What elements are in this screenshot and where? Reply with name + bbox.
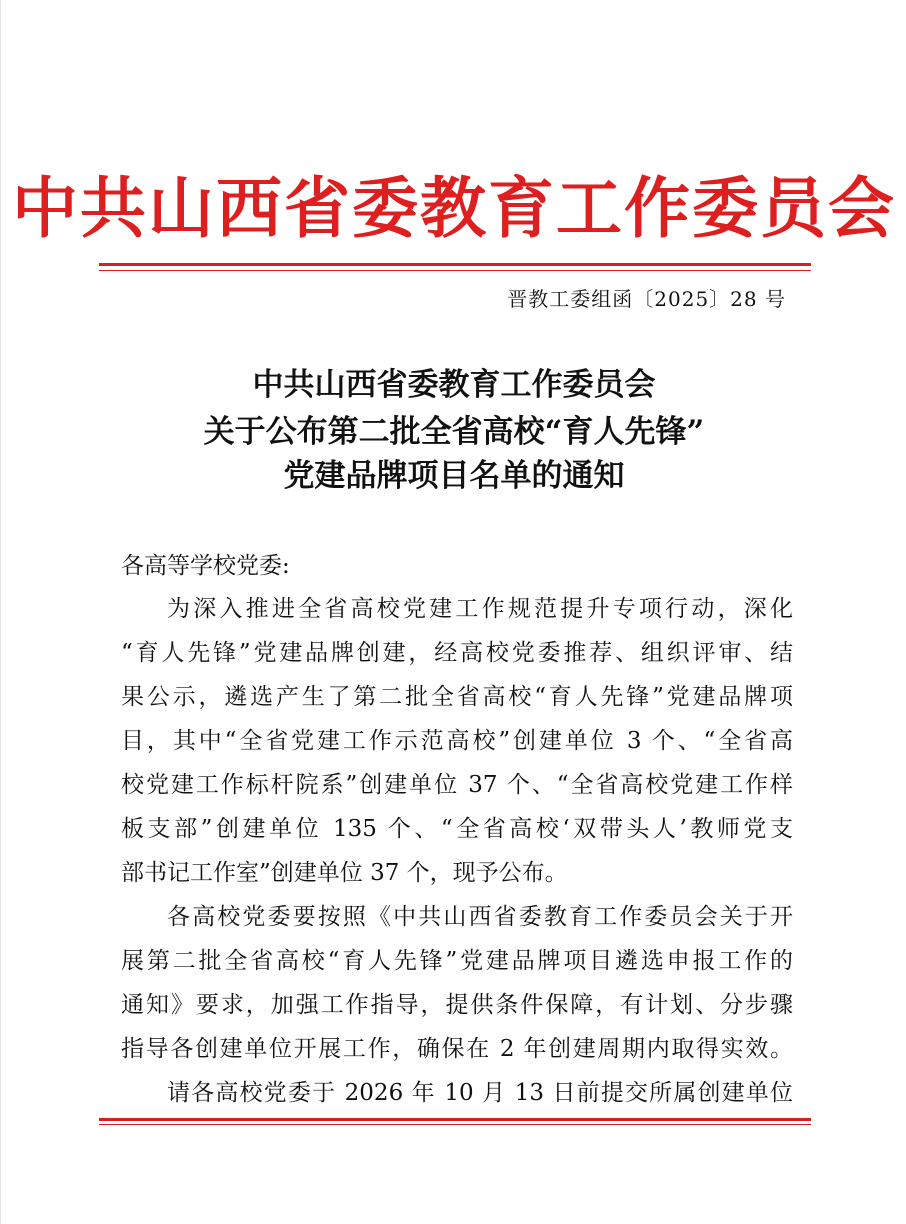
notice-heading-line-2: 关于公布第二批全省高校“育人先锋” bbox=[203, 414, 705, 450]
paragraph-line: 为深入推进全省高校党建工作规范提升专项行动，深化 bbox=[167, 596, 793, 622]
paragraph-line: 展第二批全省高校“育人先锋”党建品牌项目遴选申报工作的 bbox=[121, 948, 793, 974]
paragraph-line: 各高校党委要按照《中共山西省委教育工作委员会关于开 bbox=[167, 904, 793, 930]
header-red-rule-thick bbox=[99, 263, 811, 266]
paragraph-line: 目，其中“全省党建工作示范高校”创建单位 3 个、“全省高 bbox=[121, 728, 793, 754]
paragraph-line: 部书记工作室”创建单位 37 个，现予公布。 bbox=[121, 860, 568, 886]
notice-heading-line-1: 中共山西省委教育工作委员会 bbox=[252, 367, 656, 403]
footer-red-rule-thick bbox=[99, 1118, 811, 1121]
paragraph-line: 通知》要求，加强工作指导，提供条件保障，有计划、分步骤 bbox=[121, 992, 793, 1018]
paragraph-2 bbox=[121, 895, 793, 1071]
paragraph-line: 指导各创建单位开展工作，确保在 2 年创建周期内取得实效。 bbox=[121, 1036, 793, 1062]
paragraph-3 bbox=[121, 1071, 793, 1115]
footer-red-rule-thin bbox=[99, 1124, 811, 1125]
paragraph-line: 板支部”创建单位 135 个、“全省高校‘双带头人’教师党支 bbox=[121, 816, 793, 842]
paragraph-line: 请各高校党委于 2026 年 10 月 13 日前提交所属创建单位 bbox=[167, 1080, 793, 1106]
issuing-organization-title: 中共山西省委教育工作委员会 bbox=[12, 169, 896, 247]
salutation: 各高等学校党委: bbox=[121, 553, 290, 579]
header-red-rule-thin bbox=[99, 270, 811, 271]
paragraph-line: “育人先锋”党建品牌创建，经高校党委推荐、组织评审、结 bbox=[121, 640, 793, 666]
paragraph-1 bbox=[121, 587, 793, 895]
notice-heading-line-3: 党建品牌项目名单的通知 bbox=[283, 458, 625, 494]
document-number: 晋教工委组函〔2025〕28 号 bbox=[507, 287, 786, 311]
paragraph-line: 果公示，遴选产生了第二批全省高校“育人先锋”党建品牌项 bbox=[121, 684, 793, 710]
paragraph-line: 校党建工作标杆院系”创建单位 37 个、“全省高校党建工作样 bbox=[121, 772, 793, 798]
